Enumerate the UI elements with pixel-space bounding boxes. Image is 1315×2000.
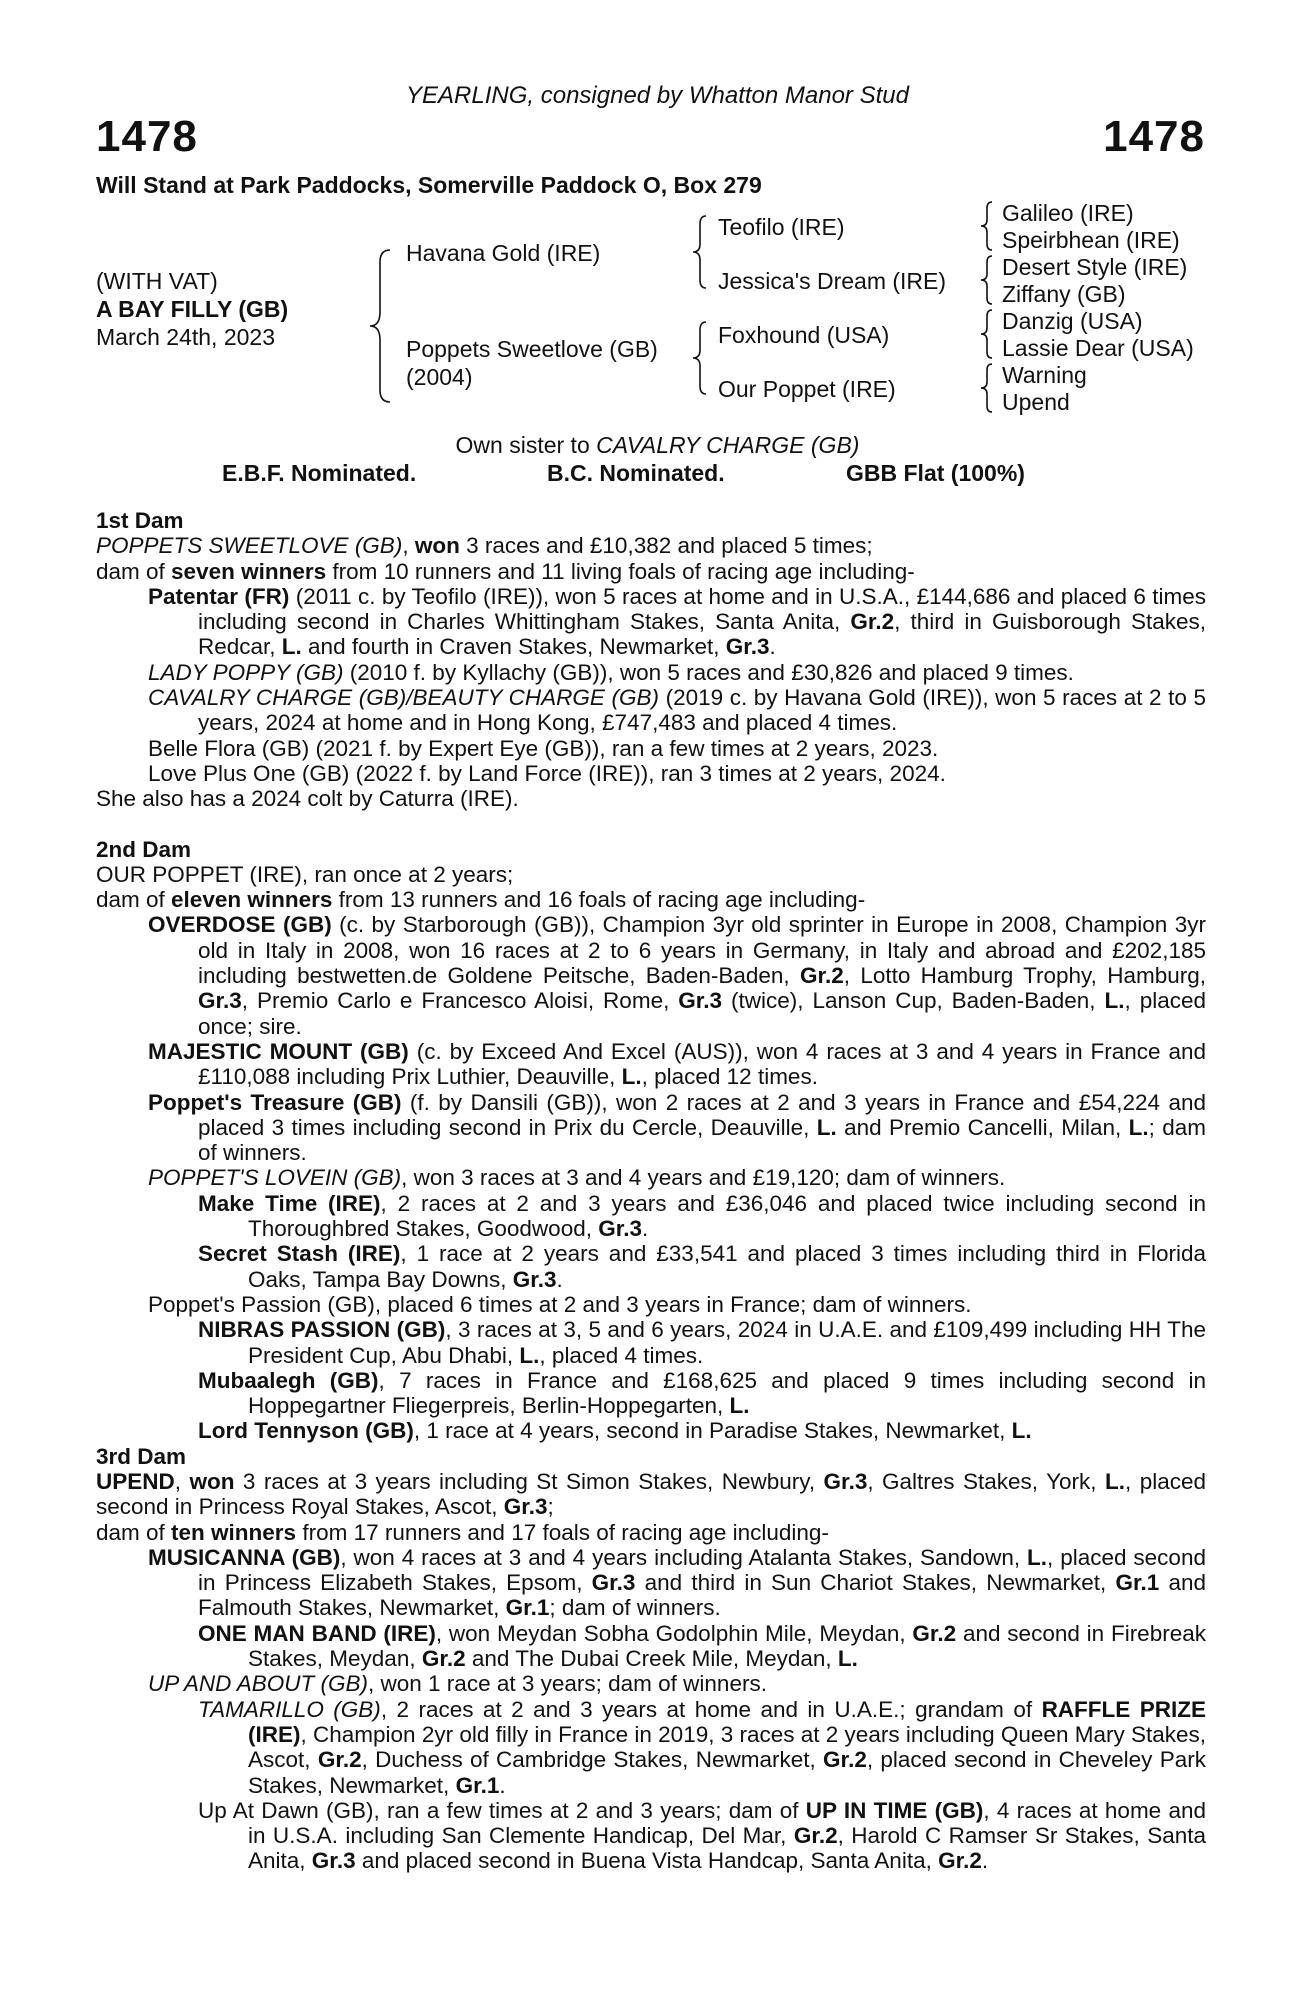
entry-text: . xyxy=(981,1848,989,1874)
entry-text: seven winners xyxy=(171,558,327,584)
section-heading: 1st Dam xyxy=(96,508,184,533)
bc-nomination: B.C. Nominated. xyxy=(547,460,725,486)
entry-text: LADY POPPY (GB) xyxy=(148,659,344,685)
brace-sire xyxy=(688,212,710,292)
entry-text: L. xyxy=(1128,1114,1149,1140)
entry-text: (f. by Dansili (GB)), won 2 races at 2 and 3 years in France and £54,224 and placed 3 times including second in Prix du Cercle, Deauville, xyxy=(198,1089,1206,1140)
entry-text: , Galtres Stakes, York, xyxy=(867,1468,1105,1494)
entry-text: 3 races at 3 years including St Simon Stakes, Newbury, xyxy=(234,1468,824,1494)
entry-text: Gr.2 xyxy=(793,1823,838,1849)
entry-text: Gr.3 xyxy=(198,988,242,1014)
sire-sire-sire: Galileo (IRE) xyxy=(1002,200,1134,226)
sire-sire-dam: Speirbhean (IRE) xyxy=(1002,227,1180,253)
entry-text: POPPET'S LOVEIN (GB) xyxy=(148,1165,402,1191)
entry-text: NIBRAS PASSION (GB) xyxy=(198,1317,446,1343)
sire-dam: Jessica's Dream (IRE) xyxy=(718,268,947,294)
entry-text: . xyxy=(499,1772,506,1798)
entry-text: , won 4 races at 3 and 4 years including Atalanta Stakes, Sandown, xyxy=(340,1544,1028,1570)
entry-text: , placed 12 times. xyxy=(641,1064,818,1090)
own-sister-note xyxy=(0,432,1315,459)
entry-text: , Harold C Ramser Sr Stakes, Santa Anita, xyxy=(248,1823,1206,1874)
stabling-location: Will Stand at Park Paddocks, Somerville Paddock O, Box 279 xyxy=(96,172,762,198)
entry-text: Poppet's Passion (GB), placed 6 times at 2 and 3 years in France; dam of winners. xyxy=(148,1291,972,1317)
entry-text: Gr.2 xyxy=(850,609,895,635)
lot-number-left: 1478 xyxy=(96,112,198,161)
pedigree-entry xyxy=(96,559,1206,584)
entry-text: (2010 f. by Kyllachy (GB)), won 5 races and £30,826 and placed 9 times. xyxy=(343,659,1074,685)
horse-name: A BAY FILLY (GB) xyxy=(96,296,289,322)
entry-text: , placed second in Princess Elizabeth Stakes, Epsom, xyxy=(198,1544,1206,1596)
pedigree-entry xyxy=(96,1697,1206,1798)
entry-text: L. xyxy=(519,1342,540,1368)
entry-text: Poppet's Treasure (GB) xyxy=(148,1089,402,1115)
entry-text: Love Plus One (GB) (2022 f. by Land Force (IRE)), ran 3 times at 2 years, 2024. xyxy=(148,760,946,786)
pedigree-entry xyxy=(96,1621,1206,1672)
entry-text: and placed second in Buena Vista Handcap, Santa Anita, xyxy=(355,1848,939,1874)
entry-text: ; dam of winners. xyxy=(198,1114,1206,1166)
entry-text: Gr.2 xyxy=(421,1646,466,1672)
entry-text: . xyxy=(769,634,776,660)
entry-text: (twice), Lanson Cup, Baden-Baden, xyxy=(722,988,1105,1014)
pedigree-entry xyxy=(96,1039,1206,1090)
sire-dam-sire: Desert Style (IRE) xyxy=(1002,254,1188,280)
pedigree-entry xyxy=(96,912,1206,1038)
entry-text: OUR POPPET (IRE), ran once at 2 years; xyxy=(96,861,514,887)
entry-text: Patentar (FR) xyxy=(148,583,290,609)
entry-text: Gr.1 xyxy=(505,1595,550,1621)
pedigree-entry xyxy=(96,685,1206,736)
pedigree-entry xyxy=(96,1241,1206,1292)
pedigree-entry xyxy=(96,862,1206,887)
entry-text: , 2 races at 2 and 3 years and £36,046 and placed twice including second in Thoroughbred Stakes, Goodwood, xyxy=(248,1190,1206,1242)
pedigree-entry xyxy=(96,1469,1206,1520)
pedigree-entry xyxy=(96,584,1206,660)
entry-text: 3 races and £10,382 and placed 5 times; xyxy=(459,533,873,559)
ebf-nomination: E.B.F. Nominated. xyxy=(222,460,417,486)
brace-dam xyxy=(688,318,710,398)
pedigree-entry xyxy=(96,1368,1206,1419)
entry-text: , xyxy=(174,1468,190,1494)
pedigree-entry xyxy=(96,1418,1206,1443)
entry-text: L. xyxy=(816,1114,837,1140)
pedigree-entry xyxy=(96,1545,1206,1621)
entry-text: Up At Dawn (GB), ran a few times at 2 and 3 years; dam of xyxy=(198,1797,806,1823)
entry-text: Gr.2 xyxy=(912,1620,957,1646)
section-heading: 2nd Dam xyxy=(96,836,192,862)
entry-text: L. xyxy=(1011,1418,1032,1444)
consignor-line: YEARLING, consigned by Whatton Manor Stud xyxy=(406,82,909,109)
entry-text: L. xyxy=(837,1646,858,1672)
entry-text: Gr.3 xyxy=(678,988,723,1014)
entry-text: Gr.3 xyxy=(823,1468,868,1494)
pedigree-entry xyxy=(96,736,1206,761)
entry-text: Gr.3 xyxy=(591,1570,636,1596)
entry-text: , placed once; sire. xyxy=(198,988,1206,1039)
pedigree-entry xyxy=(96,533,1206,558)
entry-text: dam of xyxy=(96,887,172,913)
entry-text: . xyxy=(556,1266,563,1292)
entry-text: She also has a 2024 colt by Caturra (IRE). xyxy=(96,786,519,812)
pedigree-entry xyxy=(96,1090,1206,1166)
lot-number-right: 1478 xyxy=(1103,112,1205,161)
entry-text: ten winners xyxy=(171,1519,297,1545)
dam: Poppets Sweetlove (GB) xyxy=(406,336,658,362)
pedigree-entry xyxy=(96,660,1206,685)
entry-text: , Duchess of Cambridge Stakes, Newmarket, xyxy=(361,1747,824,1773)
pedigree-entry xyxy=(96,1292,1206,1317)
entry-text: Gr.2 xyxy=(938,1848,982,1874)
entry-text: POPPETS SWEETLOVE (GB) xyxy=(96,533,403,559)
entry-text: L. xyxy=(1105,1468,1125,1494)
vat-note: (WITH VAT) xyxy=(96,268,218,294)
entry-text: , 3 races at 3, 5 and 6 years, 2024 in U.A.E. and £109,499 including HH The President Cup, Abu Dhabi, xyxy=(248,1317,1206,1368)
entry-text: , placed 4 times. xyxy=(539,1342,704,1368)
entry-text: UP IN TIME (GB) xyxy=(805,1797,984,1823)
brace-dd xyxy=(976,360,996,420)
entry-text: , Champion 2yr old filly in France in 2019, 3 races at 2 years including Queen Mary Stakes, Ascot, xyxy=(248,1721,1206,1773)
entry-text: , 1 race at 2 years and £33,541 and placed 3 times including third in Florida Oaks, Tampa Bay Downs, xyxy=(248,1241,1206,1292)
entry-text: and Falmouth Stakes, Newmarket, xyxy=(198,1570,1207,1621)
entry-text: , Lotto Hamburg Trophy, Hamburg, xyxy=(843,963,1206,989)
entry-text: Gr.3 xyxy=(512,1266,557,1292)
entry-text: , won Meydan Sobha Godolphin Mile, Meydan, xyxy=(435,1620,913,1646)
entry-text: Gr.3 xyxy=(598,1216,643,1242)
entry-text: MUSICANNA (GB) xyxy=(148,1544,341,1570)
entry-text: , placed second in Princess Royal Stakes, Ascot, xyxy=(96,1468,1207,1520)
entry-text: Gr.3 xyxy=(725,634,770,660)
dam-sire: Foxhound (USA) xyxy=(718,322,890,348)
entry-text: Secret Stash (IRE) xyxy=(198,1241,401,1267)
entry-text: Gr.3 xyxy=(503,1494,548,1520)
brace-main xyxy=(364,246,394,406)
pedigree-entry xyxy=(96,761,1206,786)
entry-text: won xyxy=(414,533,460,559)
entry-text: from 13 runners and 16 foals of racing age including- xyxy=(332,887,866,913)
dam-sire-dam: Lassie Dear (USA) xyxy=(1002,335,1194,361)
gbb-flat: GBB Flat (100%) xyxy=(846,460,1025,486)
entry-text: (2011 c. by Teofilo (IRE)), won 5 races at home and in U.S.A., £144,686 and placed 6 times including second in Charles Whittingham Stakes, Santa Anita, xyxy=(198,583,1206,635)
dam-dam: Our Poppet (IRE) xyxy=(718,376,896,402)
pedigree-entry xyxy=(96,887,1206,912)
entry-text: , won 1 race at 3 years; dam of winners. xyxy=(368,1671,767,1697)
sire: Havana Gold (IRE) xyxy=(406,240,601,266)
entry-text: (c. by Exceed And Excel (AUS)), won 4 races at 3 and 4 years in France and £110,088 including Prix Luthier, Deauville, xyxy=(198,1038,1206,1090)
entry-text: Gr.2 xyxy=(799,963,844,989)
entry-text: L. xyxy=(281,634,302,660)
entry-text: RAFFLE PRIZE (IRE) xyxy=(248,1696,1207,1747)
pedigree-entry xyxy=(96,1520,1206,1545)
dam-sire-sire: Danzig (USA) xyxy=(1002,308,1143,334)
entry-text: , 7 races in France and £168,625 and placed 9 times including second in Hoppegartner Fliegerpreis, Berlin-Hoppegarten, xyxy=(248,1367,1207,1419)
entry-text: , won 3 races at 3 and 4 years and £19,120; dam of winners. xyxy=(401,1165,1006,1191)
entry-text: MAJESTIC MOUNT (GB) xyxy=(148,1038,409,1064)
entry-text: Gr.2 xyxy=(317,1747,362,1773)
foaling-date: March 24th, 2023 xyxy=(96,324,276,350)
entry-text: (2019 c. by Havana Gold (IRE)), won 5 races at 2 to 5 years, 2024 at home and in Hong Kong, £747,483 and placed 4 times. xyxy=(198,685,1207,736)
pedigree-entry xyxy=(96,1191,1206,1242)
family-details xyxy=(96,508,1206,1874)
entry-text: , placed second in Cheveley Park Stakes, Newmarket, xyxy=(248,1747,1206,1798)
entry-text: from 10 runners and 11 living foals of racing age including- xyxy=(326,558,915,584)
entry-text: Gr.1 xyxy=(1115,1570,1160,1596)
dam-dam-sire: Warning xyxy=(1002,362,1087,388)
pedigree-entry xyxy=(96,1798,1206,1874)
entry-text: won xyxy=(189,1468,235,1494)
pedigree-entry xyxy=(96,1317,1206,1368)
entry-text: TAMARILLO (GB) xyxy=(198,1696,381,1722)
pedigree-entry xyxy=(96,786,1206,811)
entry-text: L. xyxy=(621,1064,642,1090)
entry-text: dam of xyxy=(96,558,172,584)
brace-sd xyxy=(976,252,996,312)
entry-text: L. xyxy=(1027,1544,1048,1570)
entry-text: dam of xyxy=(96,1519,172,1545)
entry-text: ONE MAN BAND (IRE) xyxy=(198,1620,436,1646)
entry-text: Make Time (IRE) xyxy=(198,1190,381,1216)
own-sister-name: CAVALRY CHARGE (GB) xyxy=(596,432,860,458)
entry-text: ; dam of winners. xyxy=(549,1595,721,1621)
pedigree-entry xyxy=(96,1165,1206,1190)
pedigree-entry xyxy=(96,1671,1206,1696)
entry-text: , 1 race at 4 years, second in Paradise Stakes, Newmarket, xyxy=(413,1418,1012,1444)
sire-dam-dam: Ziffany (GB) xyxy=(1002,281,1126,307)
entry-text: from 17 runners and 17 foals of racing age including- xyxy=(296,1519,829,1545)
entry-text: Gr.1 xyxy=(455,1772,500,1798)
entry-text: and The Dubai Creek Mile, Meydan, xyxy=(465,1646,838,1672)
section-gap xyxy=(96,812,1206,837)
dam-dam-dam: Upend xyxy=(1002,389,1070,415)
own-sister-prefix: Own sister to xyxy=(455,432,597,458)
entry-text: ; xyxy=(547,1494,554,1520)
entry-text: CAVALRY CHARGE (GB)/BEAUTY CHARGE (GB) xyxy=(148,685,660,711)
entry-text: and second in Firebreak Stakes, Meydan, xyxy=(248,1620,1206,1672)
brace-ds xyxy=(976,306,996,366)
entry-text: Mubaalegh (GB) xyxy=(198,1367,379,1393)
entry-text: Gr.3 xyxy=(311,1848,356,1874)
brace-ss xyxy=(976,198,996,258)
entry-text: (c. by Starborough (GB)), Champion 3yr old sprinter in Europe in 2008, Champion 3yr old in Italy in 2008, won 16 races at 2 to 6 years in Germany, in Italy and abroad and £202,185 including bestwetten.de Goldene Peitsche, Baden-Baden, xyxy=(198,912,1206,989)
entry-text: Belle Flora (GB) (2021 f. by Expert Eye (GB)), ran a few times at 2 years, 2023. xyxy=(148,735,939,761)
entry-text: and Premio Cancelli, Milan, xyxy=(836,1114,1129,1140)
entry-text: , 4 races at home and in U.S.A. including San Clemente Handicap, Del Mar, xyxy=(248,1797,1206,1849)
entry-text: OVERDOSE (GB) xyxy=(148,912,332,938)
entry-text: and fourth in Craven Stakes, Newmarket, xyxy=(301,634,726,660)
entry-text: Gr.2 xyxy=(823,1747,867,1773)
entry-text: UPEND xyxy=(96,1468,175,1494)
section-heading: 3rd Dam xyxy=(96,1443,187,1469)
entry-text: , 2 races at 2 and 3 years at home and in U.A.E.; grandam of xyxy=(380,1696,1042,1722)
sire-sire: Teofilo (IRE) xyxy=(718,214,845,240)
dam-year: (2004) xyxy=(406,364,473,390)
entry-text: UP AND ABOUT (GB) xyxy=(148,1671,369,1697)
entry-text: L. xyxy=(729,1393,750,1419)
entry-text: , third in Guisborough Stakes, Redcar, xyxy=(198,609,1206,660)
entry-text: L. xyxy=(1104,988,1125,1014)
entry-text: and third in Sun Chariot Stakes, Newmarket, xyxy=(635,1570,1116,1596)
entry-text: . xyxy=(642,1216,649,1242)
entry-text: Lord Tennyson (GB) xyxy=(198,1418,414,1444)
entry-text: eleven winners xyxy=(171,887,333,913)
entry-text: , xyxy=(402,533,415,559)
entry-text: , Premio Carlo e Francesco Aloisi, Rome, xyxy=(241,988,679,1014)
